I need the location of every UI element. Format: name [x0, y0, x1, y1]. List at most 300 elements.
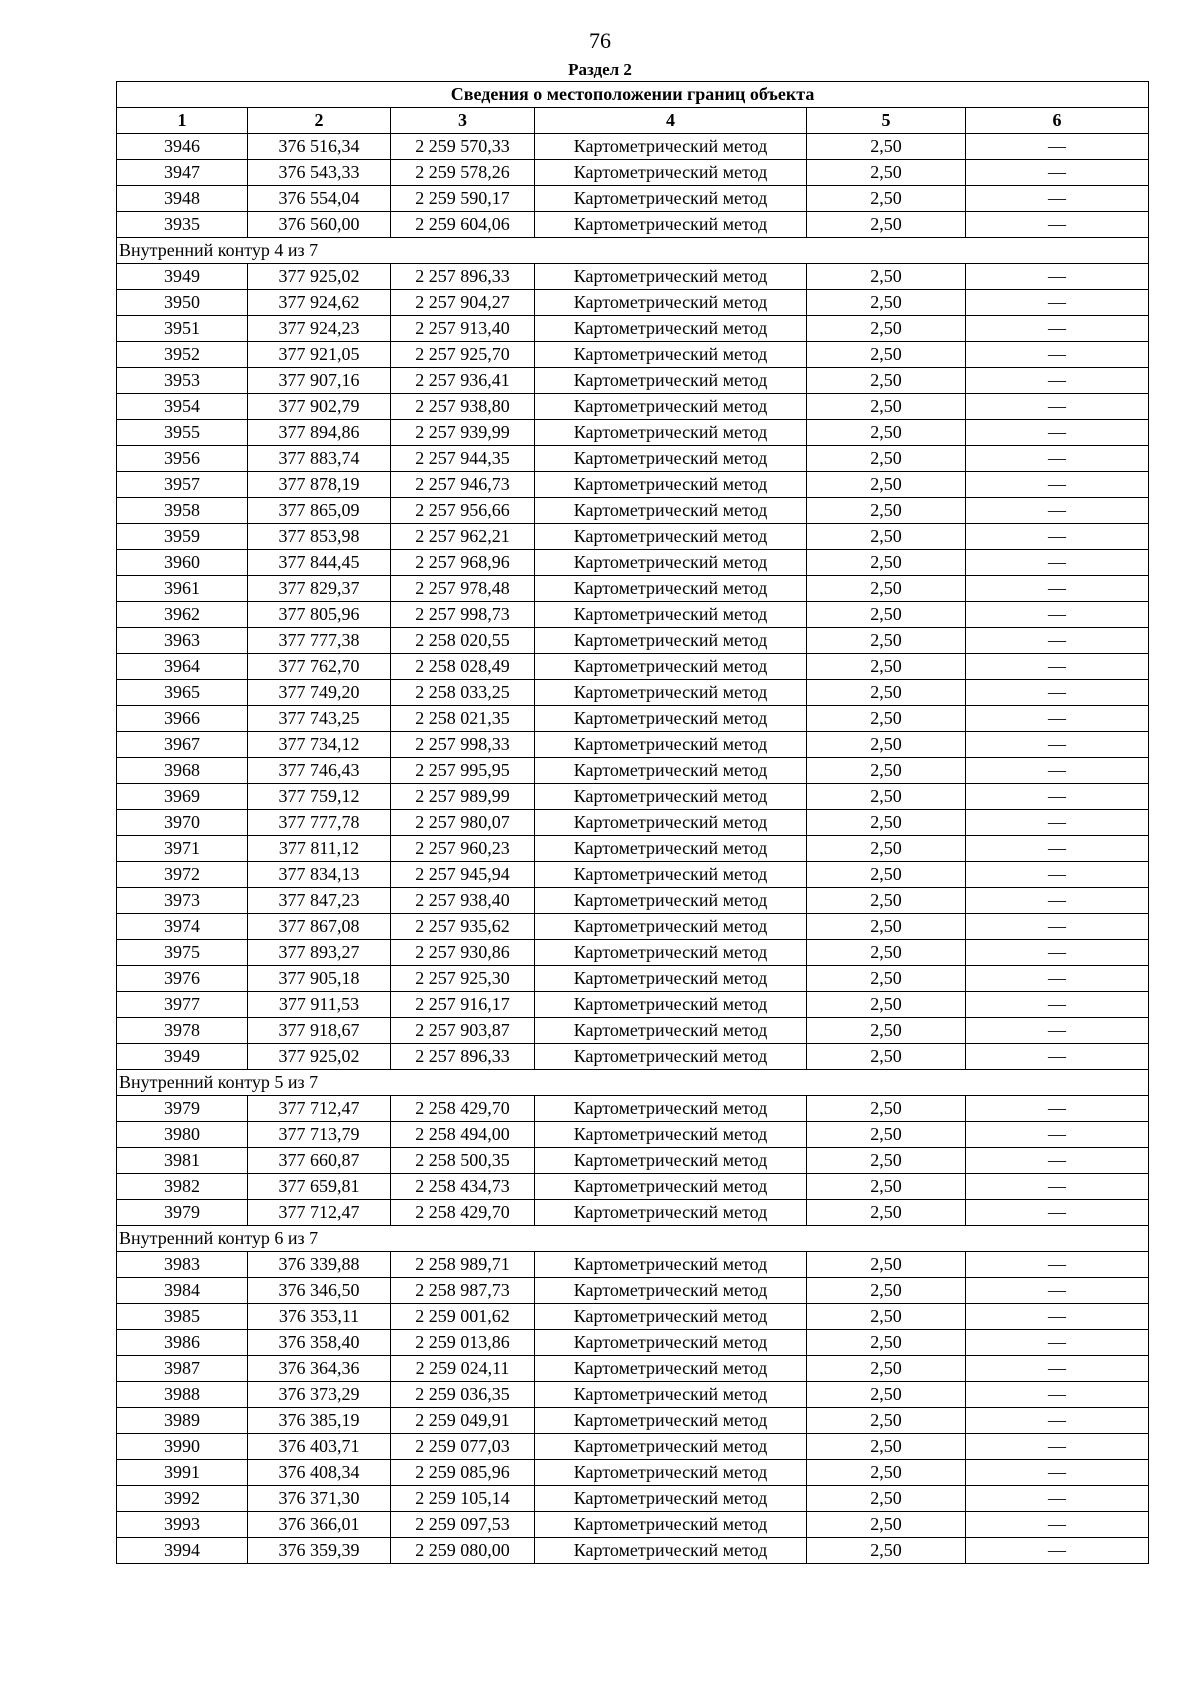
y-coordinate-cell: 2 258 494,00 — [391, 1122, 535, 1148]
note-cell: — — [966, 914, 1149, 940]
point-number-cell: 3979 — [117, 1200, 248, 1226]
accuracy-cell: 2,50 — [807, 836, 966, 862]
point-number-cell: 3969 — [117, 784, 248, 810]
note-cell: — — [966, 1330, 1149, 1356]
note-cell: — — [966, 1174, 1149, 1200]
y-coordinate-cell: 2 257 939,99 — [391, 420, 535, 446]
table-row — [117, 1512, 1149, 1538]
x-coordinate-cell: 377 713,79 — [248, 1122, 391, 1148]
point-number-cell: 3950 — [117, 290, 248, 316]
column-number: 3 — [391, 108, 535, 134]
method-cell: Картометрический метод — [535, 862, 807, 888]
table-row — [117, 1538, 1149, 1564]
y-coordinate-cell: 2 257 960,23 — [391, 836, 535, 862]
table-row — [117, 940, 1149, 966]
point-number-cell: 3976 — [117, 966, 248, 992]
table-row — [117, 186, 1149, 212]
table-row — [117, 1252, 1149, 1278]
x-coordinate-cell: 377 712,47 — [248, 1200, 391, 1226]
note-cell: — — [966, 420, 1149, 446]
method-cell: Картометрический метод — [535, 992, 807, 1018]
note-cell: — — [966, 1252, 1149, 1278]
y-coordinate-cell: 2 258 429,70 — [391, 1200, 535, 1226]
note-cell: — — [966, 160, 1149, 186]
x-coordinate-cell: 377 911,53 — [248, 992, 391, 1018]
contour-header-row — [117, 238, 1149, 264]
method-cell: Картометрический метод — [535, 550, 807, 576]
note-cell: — — [966, 1096, 1149, 1122]
method-cell: Картометрический метод — [535, 732, 807, 758]
contour-label: Внутренний контур 6 из 7 — [117, 1226, 1149, 1252]
point-number-cell: 3963 — [117, 628, 248, 654]
accuracy-cell: 2,50 — [807, 134, 966, 160]
table-row — [117, 1174, 1149, 1200]
method-cell: Картометрический метод — [535, 290, 807, 316]
accuracy-cell: 2,50 — [807, 316, 966, 342]
accuracy-cell: 2,50 — [807, 784, 966, 810]
note-cell: — — [966, 1382, 1149, 1408]
accuracy-cell: 2,50 — [807, 368, 966, 394]
y-coordinate-cell: 2 259 001,62 — [391, 1304, 535, 1330]
point-number-cell: 3983 — [117, 1252, 248, 1278]
method-cell: Картометрический метод — [535, 394, 807, 420]
accuracy-cell: 2,50 — [807, 1434, 966, 1460]
x-coordinate-cell: 377 853,98 — [248, 524, 391, 550]
y-coordinate-cell: 2 257 968,96 — [391, 550, 535, 576]
y-coordinate-cell: 2 258 028,49 — [391, 654, 535, 680]
accuracy-cell: 2,50 — [807, 732, 966, 758]
y-coordinate-cell: 2 258 987,73 — [391, 1278, 535, 1304]
accuracy-cell: 2,50 — [807, 1096, 966, 1122]
table-row — [117, 732, 1149, 758]
table-row — [117, 498, 1149, 524]
y-coordinate-cell: 2 258 500,35 — [391, 1148, 535, 1174]
accuracy-cell: 2,50 — [807, 342, 966, 368]
y-coordinate-cell: 2 257 935,62 — [391, 914, 535, 940]
note-cell: — — [966, 368, 1149, 394]
accuracy-cell: 2,50 — [807, 420, 966, 446]
point-number-cell: 3948 — [117, 186, 248, 212]
method-cell: Картометрический метод — [535, 1330, 807, 1356]
accuracy-cell: 2,50 — [807, 940, 966, 966]
point-number-cell: 3970 — [117, 810, 248, 836]
table-title-row — [117, 82, 1149, 108]
table-row — [117, 212, 1149, 238]
x-coordinate-cell: 377 746,43 — [248, 758, 391, 784]
method-cell: Картометрический метод — [535, 420, 807, 446]
table-row — [117, 784, 1149, 810]
table-row — [117, 524, 1149, 550]
x-coordinate-cell: 377 805,96 — [248, 602, 391, 628]
x-coordinate-cell: 377 924,62 — [248, 290, 391, 316]
method-cell: Картометрический метод — [535, 1538, 807, 1564]
accuracy-cell: 2,50 — [807, 810, 966, 836]
note-cell: — — [966, 836, 1149, 862]
note-cell: — — [966, 1356, 1149, 1382]
y-coordinate-cell: 2 259 578,26 — [391, 160, 535, 186]
x-coordinate-cell: 376 339,88 — [248, 1252, 391, 1278]
table-row — [117, 1304, 1149, 1330]
method-cell: Картометрический метод — [535, 1460, 807, 1486]
method-cell: Картометрический метод — [535, 212, 807, 238]
point-number-cell: 3990 — [117, 1434, 248, 1460]
method-cell: Картометрический метод — [535, 134, 807, 160]
point-number-cell: 3952 — [117, 342, 248, 368]
y-coordinate-cell: 2 257 913,40 — [391, 316, 535, 342]
point-number-cell: 3962 — [117, 602, 248, 628]
method-cell: Картометрический метод — [535, 1018, 807, 1044]
accuracy-cell: 2,50 — [807, 654, 966, 680]
note-cell: — — [966, 212, 1149, 238]
note-cell: — — [966, 940, 1149, 966]
note-cell: — — [966, 498, 1149, 524]
method-cell: Картометрический метод — [535, 1148, 807, 1174]
method-cell: Картометрический метод — [535, 810, 807, 836]
accuracy-cell: 2,50 — [807, 576, 966, 602]
x-coordinate-cell: 377 883,74 — [248, 446, 391, 472]
point-number-cell: 3966 — [117, 706, 248, 732]
section-label: Раздел 2 — [568, 60, 632, 79]
table-row — [117, 758, 1149, 784]
accuracy-cell: 2,50 — [807, 1460, 966, 1486]
point-number-cell: 3982 — [117, 1174, 248, 1200]
method-cell: Картометрический метод — [535, 1278, 807, 1304]
point-number-cell: 3993 — [117, 1512, 248, 1538]
note-cell: — — [966, 602, 1149, 628]
boundary-table — [116, 81, 1149, 1564]
x-coordinate-cell: 377 844,45 — [248, 550, 391, 576]
x-coordinate-cell: 377 921,05 — [248, 342, 391, 368]
method-cell: Картометрический метод — [535, 1122, 807, 1148]
y-coordinate-cell: 2 257 944,35 — [391, 446, 535, 472]
x-coordinate-cell: 377 894,86 — [248, 420, 391, 446]
x-coordinate-cell: 376 346,50 — [248, 1278, 391, 1304]
y-coordinate-cell: 2 257 938,40 — [391, 888, 535, 914]
x-coordinate-cell: 376 358,40 — [248, 1330, 391, 1356]
table-row — [117, 316, 1149, 342]
table-body — [117, 134, 1149, 1564]
method-cell: Картометрический метод — [535, 316, 807, 342]
x-coordinate-cell: 376 543,33 — [248, 160, 391, 186]
table-row — [117, 1382, 1149, 1408]
note-cell: — — [966, 1434, 1149, 1460]
method-cell: Картометрический метод — [535, 914, 807, 940]
x-coordinate-cell: 376 364,36 — [248, 1356, 391, 1382]
table-row — [117, 888, 1149, 914]
point-number-cell: 3987 — [117, 1356, 248, 1382]
method-cell: Картометрический метод — [535, 680, 807, 706]
x-coordinate-cell: 377 902,79 — [248, 394, 391, 420]
accuracy-cell: 2,50 — [807, 992, 966, 1018]
x-coordinate-cell: 377 829,37 — [248, 576, 391, 602]
table-row — [117, 1434, 1149, 1460]
x-coordinate-cell: 377 743,25 — [248, 706, 391, 732]
y-coordinate-cell: 2 258 033,25 — [391, 680, 535, 706]
table-row — [117, 992, 1149, 1018]
y-coordinate-cell: 2 257 946,73 — [391, 472, 535, 498]
x-coordinate-cell: 376 371,30 — [248, 1486, 391, 1512]
method-cell: Картометрический метод — [535, 160, 807, 186]
point-number-cell: 3935 — [117, 212, 248, 238]
accuracy-cell: 2,50 — [807, 1044, 966, 1070]
table-row — [117, 680, 1149, 706]
note-cell: — — [966, 134, 1149, 160]
table-row — [117, 342, 1149, 368]
x-coordinate-cell: 376 554,04 — [248, 186, 391, 212]
accuracy-cell: 2,50 — [807, 602, 966, 628]
x-coordinate-cell: 377 847,23 — [248, 888, 391, 914]
accuracy-cell: 2,50 — [807, 1330, 966, 1356]
accuracy-cell: 2,50 — [807, 264, 966, 290]
point-number-cell: 3979 — [117, 1096, 248, 1122]
y-coordinate-cell: 2 257 989,99 — [391, 784, 535, 810]
accuracy-cell: 2,50 — [807, 1122, 966, 1148]
point-number-cell: 3960 — [117, 550, 248, 576]
accuracy-cell: 2,50 — [807, 862, 966, 888]
point-number-cell: 3977 — [117, 992, 248, 1018]
note-cell: — — [966, 784, 1149, 810]
method-cell: Картометрический метод — [535, 472, 807, 498]
column-number: 6 — [966, 108, 1149, 134]
y-coordinate-cell: 2 257 956,66 — [391, 498, 535, 524]
y-coordinate-cell: 2 259 077,03 — [391, 1434, 535, 1460]
accuracy-cell: 2,50 — [807, 1304, 966, 1330]
point-number-cell: 3959 — [117, 524, 248, 550]
y-coordinate-cell: 2 257 980,07 — [391, 810, 535, 836]
method-cell: Картометрический метод — [535, 784, 807, 810]
table-row — [117, 160, 1149, 186]
note-cell: — — [966, 966, 1149, 992]
method-cell: Картометрический метод — [535, 1356, 807, 1382]
x-coordinate-cell: 377 905,18 — [248, 966, 391, 992]
x-coordinate-cell: 376 516,34 — [248, 134, 391, 160]
column-number: 1 — [117, 108, 248, 134]
accuracy-cell: 2,50 — [807, 1278, 966, 1304]
x-coordinate-cell: 377 759,12 — [248, 784, 391, 810]
table-row — [117, 706, 1149, 732]
point-number-cell: 3967 — [117, 732, 248, 758]
note-cell: — — [966, 1512, 1149, 1538]
method-cell: Картометрический метод — [535, 1044, 807, 1070]
accuracy-cell: 2,50 — [807, 888, 966, 914]
y-coordinate-cell: 2 257 916,17 — [391, 992, 535, 1018]
table-row — [117, 1460, 1149, 1486]
accuracy-cell: 2,50 — [807, 1538, 966, 1564]
y-coordinate-cell: 2 257 896,33 — [391, 1044, 535, 1070]
method-cell: Картометрический метод — [535, 1304, 807, 1330]
note-cell: — — [966, 888, 1149, 914]
note-cell: — — [966, 1044, 1149, 1070]
point-number-cell: 3953 — [117, 368, 248, 394]
note-cell: — — [966, 654, 1149, 680]
table-row — [117, 966, 1149, 992]
y-coordinate-cell: 2 258 020,55 — [391, 628, 535, 654]
x-coordinate-cell: 376 408,34 — [248, 1460, 391, 1486]
y-coordinate-cell: 2 259 105,14 — [391, 1486, 535, 1512]
method-cell: Картометрический метод — [535, 1096, 807, 1122]
table-row — [117, 914, 1149, 940]
method-cell: Картометрический метод — [535, 576, 807, 602]
note-cell: — — [966, 186, 1149, 212]
contour-label: Внутренний контур 4 из 7 — [117, 238, 1149, 264]
point-number-cell: 3949 — [117, 1044, 248, 1070]
y-coordinate-cell: 2 259 049,91 — [391, 1408, 535, 1434]
point-number-cell: 3985 — [117, 1304, 248, 1330]
table-row — [117, 1356, 1149, 1382]
y-coordinate-cell: 2 258 021,35 — [391, 706, 535, 732]
method-cell: Картометрический метод — [535, 446, 807, 472]
table-row — [117, 394, 1149, 420]
method-cell: Картометрический метод — [535, 1382, 807, 1408]
x-coordinate-cell: 377 893,27 — [248, 940, 391, 966]
note-cell: — — [966, 758, 1149, 784]
note-cell: — — [966, 1304, 1149, 1330]
method-cell: Картометрический метод — [535, 940, 807, 966]
table-row — [117, 810, 1149, 836]
y-coordinate-cell: 2 257 936,41 — [391, 368, 535, 394]
y-coordinate-cell: 2 259 570,33 — [391, 134, 535, 160]
contour-header-row — [117, 1226, 1149, 1252]
column-number: 5 — [807, 108, 966, 134]
table-row — [117, 1096, 1149, 1122]
table-row — [117, 472, 1149, 498]
point-number-cell: 3955 — [117, 420, 248, 446]
table-row — [117, 1408, 1149, 1434]
method-cell: Картометрический метод — [535, 628, 807, 654]
note-cell: — — [966, 862, 1149, 888]
point-number-cell: 3964 — [117, 654, 248, 680]
accuracy-cell: 2,50 — [807, 186, 966, 212]
table-row — [117, 628, 1149, 654]
x-coordinate-cell: 377 865,09 — [248, 498, 391, 524]
note-cell: — — [966, 1148, 1149, 1174]
point-number-cell: 3972 — [117, 862, 248, 888]
x-coordinate-cell: 376 385,19 — [248, 1408, 391, 1434]
x-coordinate-cell: 377 762,70 — [248, 654, 391, 680]
point-number-cell: 3954 — [117, 394, 248, 420]
accuracy-cell: 2,50 — [807, 758, 966, 784]
point-number-cell: 3946 — [117, 134, 248, 160]
note-cell: — — [966, 680, 1149, 706]
note-cell: — — [966, 810, 1149, 836]
method-cell: Картометрический метод — [535, 758, 807, 784]
method-cell: Картометрический метод — [535, 1252, 807, 1278]
contour-label: Внутренний контур 5 из 7 — [117, 1070, 1149, 1096]
table-row — [117, 1330, 1149, 1356]
table-row — [117, 862, 1149, 888]
x-coordinate-cell: 377 925,02 — [248, 1044, 391, 1070]
accuracy-cell: 2,50 — [807, 1408, 966, 1434]
method-cell: Картометрический метод — [535, 264, 807, 290]
table-row — [117, 134, 1149, 160]
accuracy-cell: 2,50 — [807, 524, 966, 550]
point-number-cell: 3965 — [117, 680, 248, 706]
point-number-cell: 3992 — [117, 1486, 248, 1512]
accuracy-cell: 2,50 — [807, 914, 966, 940]
point-number-cell: 3978 — [117, 1018, 248, 1044]
table-row — [117, 654, 1149, 680]
accuracy-cell: 2,50 — [807, 706, 966, 732]
point-number-cell: 3961 — [117, 576, 248, 602]
y-coordinate-cell: 2 257 998,73 — [391, 602, 535, 628]
note-cell: — — [966, 472, 1149, 498]
accuracy-cell: 2,50 — [807, 1252, 966, 1278]
point-number-cell: 3958 — [117, 498, 248, 524]
x-coordinate-cell: 377 659,81 — [248, 1174, 391, 1200]
table-row — [117, 1018, 1149, 1044]
accuracy-cell: 2,50 — [807, 1148, 966, 1174]
x-coordinate-cell: 376 353,11 — [248, 1304, 391, 1330]
table-title: Сведения о местоположении границ объекта — [117, 82, 1149, 108]
x-coordinate-cell: 377 918,67 — [248, 1018, 391, 1044]
x-coordinate-cell: 377 660,87 — [248, 1148, 391, 1174]
accuracy-cell: 2,50 — [807, 628, 966, 654]
accuracy-cell: 2,50 — [807, 1486, 966, 1512]
note-cell: — — [966, 1278, 1149, 1304]
note-cell: — — [966, 1408, 1149, 1434]
method-cell: Картометрический метод — [535, 888, 807, 914]
accuracy-cell: 2,50 — [807, 446, 966, 472]
method-cell: Картометрический метод — [535, 186, 807, 212]
method-cell: Картометрический метод — [535, 1486, 807, 1512]
y-coordinate-cell: 2 257 903,87 — [391, 1018, 535, 1044]
point-number-cell: 3973 — [117, 888, 248, 914]
point-number-cell: 3968 — [117, 758, 248, 784]
note-cell: — — [966, 1018, 1149, 1044]
table-row — [117, 446, 1149, 472]
point-number-cell: 3988 — [117, 1382, 248, 1408]
contour-header-row — [117, 1070, 1149, 1096]
accuracy-cell: 2,50 — [807, 394, 966, 420]
note-cell: — — [966, 1200, 1149, 1226]
x-coordinate-cell: 377 834,13 — [248, 862, 391, 888]
y-coordinate-cell: 2 257 978,48 — [391, 576, 535, 602]
point-number-cell: 3974 — [117, 914, 248, 940]
point-number-cell: 3980 — [117, 1122, 248, 1148]
y-coordinate-cell: 2 257 962,21 — [391, 524, 535, 550]
note-cell: — — [966, 446, 1149, 472]
y-coordinate-cell: 2 259 097,53 — [391, 1512, 535, 1538]
y-coordinate-cell: 2 257 995,95 — [391, 758, 535, 784]
note-cell: — — [966, 1460, 1149, 1486]
table-row — [117, 264, 1149, 290]
note-cell: — — [966, 290, 1149, 316]
method-cell: Картометрический метод — [535, 524, 807, 550]
y-coordinate-cell: 2 259 024,11 — [391, 1356, 535, 1382]
column-number-row — [117, 108, 1149, 134]
y-coordinate-cell: 2 257 998,33 — [391, 732, 535, 758]
table-row — [117, 836, 1149, 862]
point-number-cell: 3957 — [117, 472, 248, 498]
table-row — [117, 1122, 1149, 1148]
accuracy-cell: 2,50 — [807, 680, 966, 706]
method-cell: Картометрический метод — [535, 1200, 807, 1226]
x-coordinate-cell: 377 734,12 — [248, 732, 391, 758]
method-cell: Картометрический метод — [535, 602, 807, 628]
method-cell: Картометрический метод — [535, 368, 807, 394]
y-coordinate-cell: 2 259 080,00 — [391, 1538, 535, 1564]
table-row — [117, 602, 1149, 628]
note-cell: — — [966, 1122, 1149, 1148]
table-row — [117, 1148, 1149, 1174]
x-coordinate-cell: 376 560,00 — [248, 212, 391, 238]
y-coordinate-cell: 2 257 896,33 — [391, 264, 535, 290]
method-cell: Картометрический метод — [535, 498, 807, 524]
point-number-cell: 3956 — [117, 446, 248, 472]
accuracy-cell: 2,50 — [807, 1382, 966, 1408]
y-coordinate-cell: 2 259 013,86 — [391, 1330, 535, 1356]
note-cell: — — [966, 706, 1149, 732]
